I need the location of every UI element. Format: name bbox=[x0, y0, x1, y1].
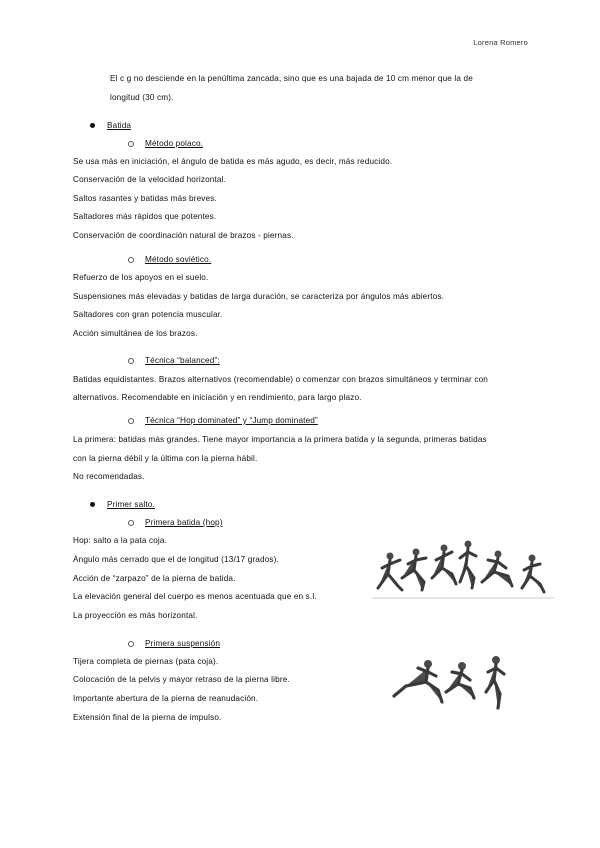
hop-sequence-figure bbox=[372, 538, 554, 602]
sub-bullet-icon bbox=[128, 257, 134, 263]
polaco-line-4: Saltadores más rápidos que potentes. bbox=[73, 212, 217, 221]
primera-batida-line-3: Acción de “zarpazo” de la pierna de batida. bbox=[73, 574, 236, 583]
hop-sequence-icon bbox=[372, 538, 554, 602]
sovietico-line-3: Saltadores con gran potencia muscular. bbox=[73, 310, 223, 319]
sovietico-line-4: Acción simultánea de los brazos. bbox=[73, 329, 198, 338]
subsection-primera-suspension-heading bbox=[128, 638, 220, 649]
subsection-polaco-heading bbox=[128, 138, 203, 149]
primera-batida-line-2: Ángulo más cerrado que el de longitud (13/17 grados). bbox=[73, 555, 279, 564]
hop-jump-line-3: No recomendadas. bbox=[73, 472, 145, 481]
bullet-icon bbox=[90, 123, 95, 128]
suspension-sequence-figure bbox=[388, 654, 518, 714]
subsection-hop-jump-title: Técnica “Hop dominated” y “Jump dominated” bbox=[145, 416, 318, 425]
primera-suspension-line-2: Colocación de la pelvis y mayor retraso de la pierna libre. bbox=[73, 675, 290, 684]
sub-bullet-icon bbox=[128, 418, 134, 424]
subsection-sovietico-title: Método soviético. bbox=[145, 255, 212, 264]
sub-bullet-icon bbox=[128, 358, 134, 364]
primera-batida-line-4: La elevación general del cuerpo es menos acentuada que en s.l. bbox=[73, 592, 317, 601]
hop-jump-line-2: con la pierna débil y la última con la pierna hábil. bbox=[73, 454, 258, 463]
subsection-primera-suspension-title: Primera suspensión bbox=[145, 639, 221, 648]
balanced-line-2: alternativos. Recomendable en iniciación y en rendimiento, para largo plazo. bbox=[73, 393, 362, 402]
hop-jump-line-1: La primera: batidas más grandes. Tiene mayor importancia a la primera batida y la segunda, primeras batidas bbox=[73, 435, 487, 444]
polaco-line-2: Conservación de la velocidad horizontal. bbox=[73, 175, 227, 184]
primera-suspension-line-1: Tijera completa de piernas (pata coja). bbox=[73, 657, 219, 666]
polaco-line-5: Conservación de coordinación natural de brazos - piernas. bbox=[73, 231, 294, 240]
subsection-sovietico-heading bbox=[128, 254, 211, 265]
sub-bullet-icon bbox=[128, 141, 134, 147]
section-batida-heading bbox=[90, 120, 131, 131]
section-batida-title: Batida bbox=[107, 121, 132, 130]
polaco-line-3: Saltos rasantes y batidas más breves. bbox=[73, 194, 217, 203]
primera-suspension-line-3: Importante abertura de la pierna de reanudación. bbox=[73, 694, 259, 703]
subsection-primera-batida-heading bbox=[128, 517, 223, 528]
primera-suspension-line-4: Extensión final de la pierna de impulso. bbox=[73, 713, 222, 722]
subsection-polaco-title: Método polaco. bbox=[145, 139, 204, 148]
subsection-balanced-title: Técnica “balanced”: bbox=[145, 356, 220, 365]
subsection-primera-batida-title: Primera batida (hop) bbox=[145, 518, 223, 527]
bullet-icon bbox=[90, 502, 95, 507]
section-primer-salto-title: Primer salto. bbox=[107, 500, 155, 509]
primera-batida-line-5: La proyección es más horizontal. bbox=[73, 611, 198, 620]
sub-bullet-icon bbox=[128, 641, 134, 647]
intro-line-2: longitud (30 cm). bbox=[110, 93, 174, 102]
polaco-line-1: Se usa más en iniciación, el ángulo de batida es más agudo, es decir, más reducido. bbox=[73, 157, 393, 166]
primera-batida-line-1: Hop: salto a la pata coja. bbox=[73, 536, 168, 545]
sovietico-line-2: Suspensiones más elevadas y batidas de larga duración, se caracteriza por ángulos más abiertos. bbox=[73, 292, 445, 301]
suspension-sequence-icon bbox=[388, 654, 518, 714]
subsection-balanced-heading bbox=[128, 355, 220, 366]
balanced-line-1: Batidas equidistantes. Brazos alternativos (recomendable) o comenzar con brazos simultáneos y terminar con bbox=[73, 375, 489, 384]
subsection-hop-jump-heading bbox=[128, 415, 318, 426]
header-author: Lorena Romero bbox=[473, 38, 528, 47]
sub-bullet-icon bbox=[128, 520, 134, 526]
sovietico-line-1: Refuerzo de los apoyos en el suelo. bbox=[73, 273, 209, 282]
intro-line-1: El c g no desciende en la penúltima zancada, sino que es una bajada de 10 cm menor que la de bbox=[110, 74, 473, 83]
section-primer-salto-heading bbox=[90, 499, 155, 510]
